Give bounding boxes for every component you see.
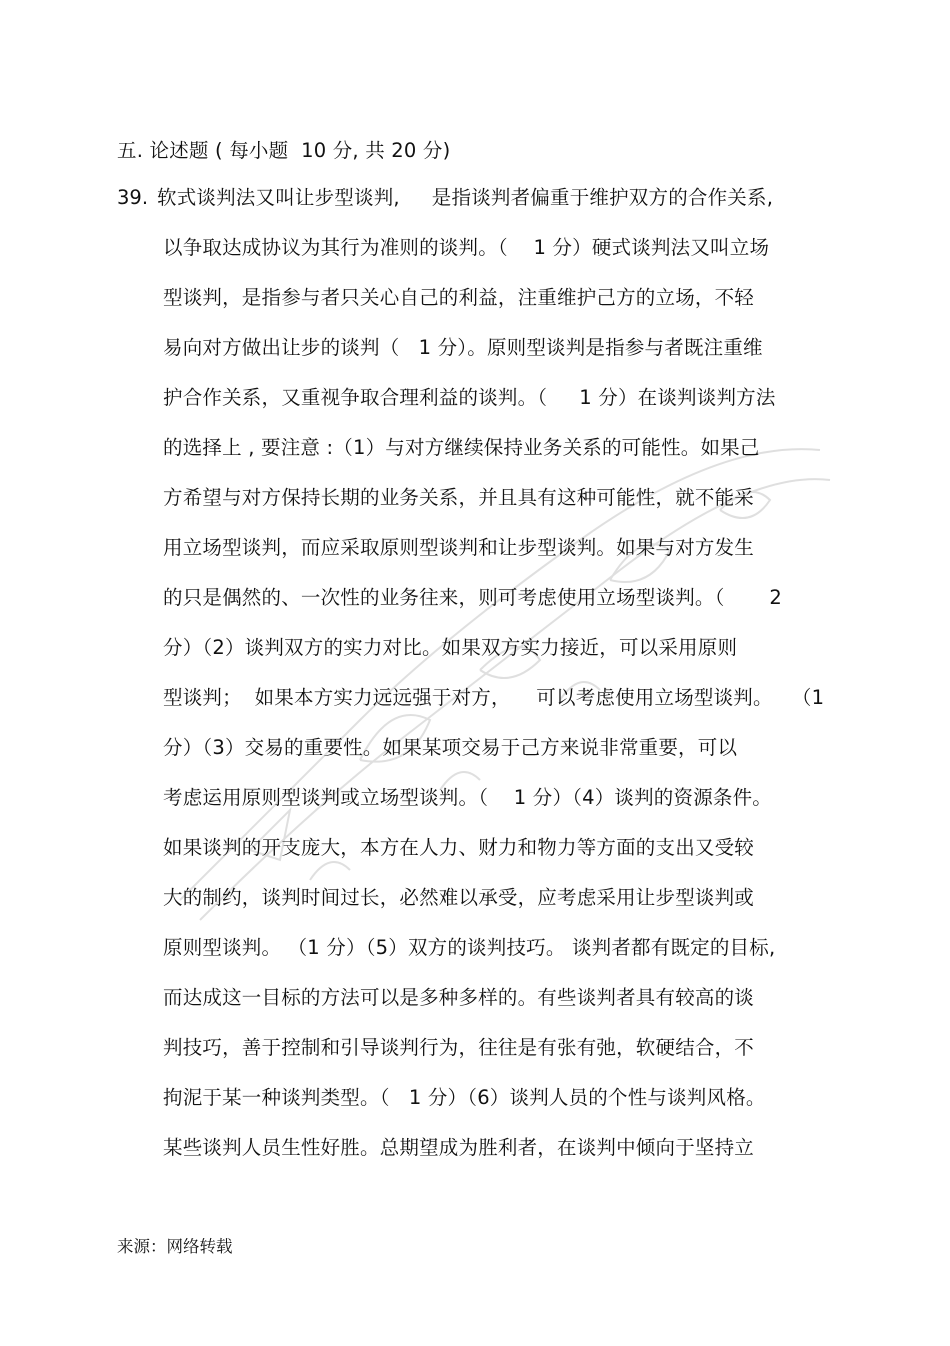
- answer-line: 如果谈判的开支庞大，本方在人力、财力和物力等方面的支出又受较: [163, 836, 755, 859]
- answer-line: 护合作关系，又重视争取合理利益的谈判。（ 1 分）在谈判谈判方法: [163, 386, 776, 409]
- section-heading: 五. 论述题 ( 每小题 10 分, 共 20 分): [117, 139, 451, 162]
- answer-line: 判技巧，善于控制和引导谈判行为，往往是有张有弛，软硬结合，不: [163, 1036, 755, 1059]
- answer-line: 型谈判，是指参与者只关心自己的利益，注重维护己方的立场，不轻: [163, 286, 755, 309]
- answer-line: 软式谈判法又叫让步型谈判, 是指谈判者偏重于维护双方的合作关系,: [157, 186, 774, 209]
- answer-line: 用立场型谈判，而应采取原则型谈判和让步型谈判。如果与对方发生: [163, 536, 755, 559]
- answer-line: 易向对方做出让步的谈判（ 1 分）。原则型谈判是指参与者既注重维: [163, 336, 763, 359]
- answer-line: 型谈判； 如果本方实力远远强于对方， 可以考虑使用立场型谈判。 （1: [163, 686, 825, 709]
- answer-line: 而达成这一目标的方法可以是多种多样的。有些谈判者具有较高的谈: [163, 986, 755, 1009]
- answer-line: 的选择上 , 要注意 :（1）与对方继续保持业务关系的可能性。如果己: [163, 436, 760, 459]
- answer-line: 考虑运用原则型谈判或立场型谈判。（ 1 分）（4）谈判的资源条件。: [163, 786, 773, 809]
- source-footer: 来源：网络转载: [117, 1237, 233, 1256]
- answer-line: 以争取达成协议为其行为准则的谈判。（ 1 分）硬式谈判法又叫立场: [163, 236, 770, 259]
- answer-line: 某些谈判人员生性好胜。总期望成为胜利者，在谈判中倾向于坚持立: [163, 1136, 755, 1159]
- answer-line: 拘泥于某一种谈判类型。（ 1 分）（6）谈判人员的个性与谈判风格。: [163, 1086, 766, 1109]
- answer-line: 分）（3）交易的重要性。如果某项交易于己方来说非常重要，可以: [163, 736, 738, 759]
- answer-line: 的只是偶然的、一次性的业务往来，则可考虑使用立场型谈判。（ 2: [163, 586, 782, 609]
- answer-line: 大的制约，谈判时间过长，必然难以承受，应考虑采用让步型谈判或: [163, 886, 755, 909]
- answer-line: 分）（2）谈判双方的实力对比。如果双方实力接近，可以采用原则: [163, 636, 738, 659]
- answer-line: 原则型谈判。 （1 分）（5）双方的谈判技巧。 谈判者都有既定的目标,: [163, 936, 776, 959]
- question-number: 39.: [117, 186, 149, 209]
- answer-line: 方希望与对方保持长期的业务关系，并且具有这种可能性，就不能采: [163, 486, 755, 509]
